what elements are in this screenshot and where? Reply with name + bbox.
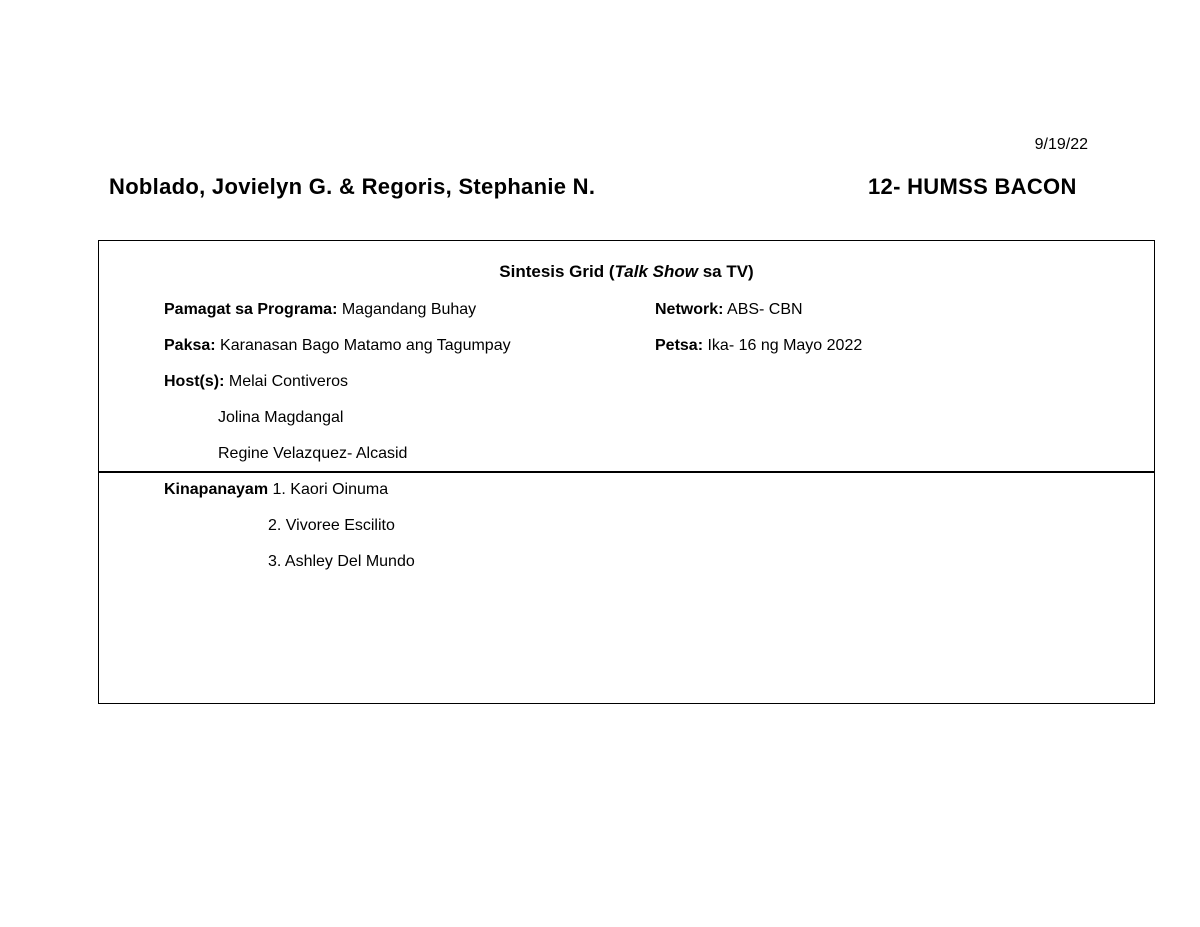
date-label: Petsa: — [655, 337, 704, 354]
topic-row — [164, 337, 511, 355]
network-label: Network: — [655, 301, 724, 318]
program-row — [164, 301, 476, 319]
author-names: Noblado, Jovielyn G. & Regoris, Stephanie N. — [109, 174, 596, 199]
grid-title-suffix: sa TV) — [697, 262, 754, 281]
hosts-row — [164, 373, 348, 391]
topic-label: Paksa: — [164, 337, 216, 354]
hosts-label: Host(s): — [164, 373, 225, 390]
date-value: Ika- 16 ng Mayo 2022 — [703, 337, 863, 354]
host-item: Melai Contiveros — [224, 373, 349, 390]
program-value: Magandang Buhay — [337, 301, 477, 318]
interviewee-item: 1. Kaori Oinuma — [268, 481, 389, 498]
date-row — [655, 337, 862, 355]
grid-title — [99, 262, 1154, 282]
class-section: 12- HUMSS BACON — [868, 174, 1077, 199]
section-divider — [99, 471, 1154, 473]
document-date: 9/19/22 — [1034, 136, 1088, 153]
program-label: Pamagat sa Programa: — [164, 301, 338, 318]
interviewee-item: 2. Vivoree Escilito — [268, 517, 395, 534]
host-item: Regine Velazquez- Alcasid — [218, 445, 408, 462]
interviewees-label: Kinapanayam — [164, 481, 269, 498]
grid-title-prefix: Sintesis Grid ( — [499, 262, 615, 281]
network-value: ABS- CBN — [723, 301, 803, 318]
network-row — [655, 301, 803, 319]
grid-title-italic: Talk Show — [614, 262, 698, 281]
interviewees-row — [164, 481, 388, 499]
topic-value: Karanasan Bago Matamo ang Tagumpay — [215, 337, 511, 354]
host-item: Jolina Magdangal — [218, 409, 344, 426]
synthesis-grid — [98, 240, 1155, 704]
interviewee-item: 3. Ashley Del Mundo — [268, 553, 415, 570]
